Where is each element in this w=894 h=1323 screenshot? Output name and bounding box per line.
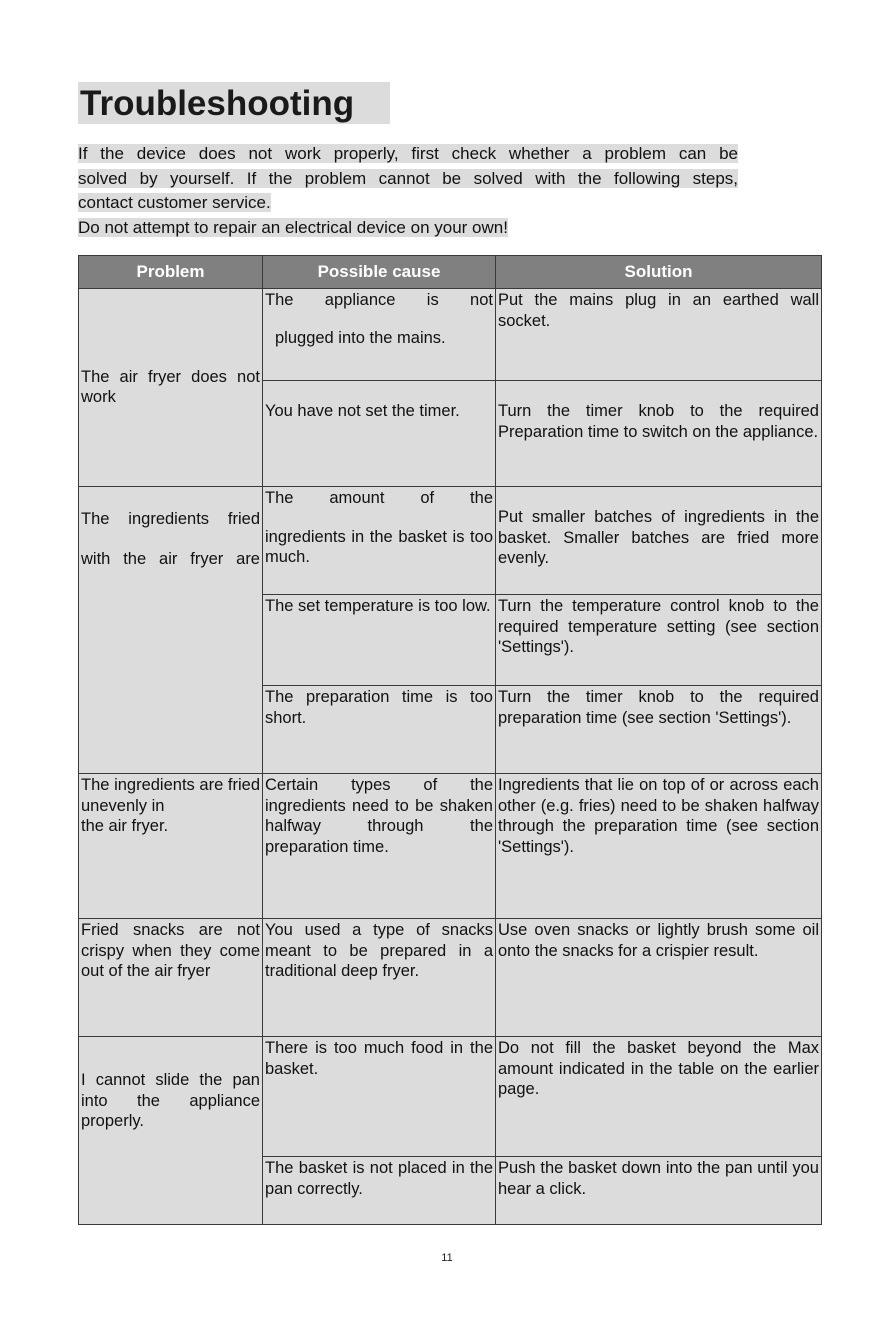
solution-cell: Ingredients that lie on top of or across each other (e.g. fries) need to be shaken halfway through the preparation time (see section 'Settings'). <box>496 774 822 919</box>
cause-cell <box>263 289 496 381</box>
cause-text: The amount of the <box>265 489 493 507</box>
solution-cell: Use oven snacks or lightly brush some oil onto the snacks for a crispier result. <box>496 919 822 1037</box>
cause-text: ingredients in the basket is too much. <box>265 527 493 566</box>
table-row <box>79 487 822 595</box>
cause-text: plugged into the mains. <box>275 328 446 347</box>
intro-warning: Do not attempt to repair an electrical device on your own! <box>78 217 508 237</box>
problem-text: with the air fryer are <box>81 549 260 568</box>
problem-text: The ingredients are fried unevenly in <box>81 776 260 815</box>
solution-cell: Push the basket down into the pan until you hear a click. <box>496 1157 822 1225</box>
problem-cell <box>79 487 263 774</box>
cause-cell <box>263 487 496 595</box>
table-row <box>79 919 822 1037</box>
header-problem: Problem <box>79 256 263 289</box>
header-possible-cause: Possible cause <box>263 256 496 289</box>
solution-cell: Do not fill the basket beyond the Max amount indicated in the table on the earlier page. <box>496 1037 822 1157</box>
intro-text <box>78 142 738 240</box>
cause-cell: You have not set the timer. <box>263 381 496 487</box>
header-solution: Solution <box>496 256 822 289</box>
cause-cell: The basket is not placed in the pan correctly. <box>263 1157 496 1225</box>
solution-cell: Turn the temperature control knob to the required temperature setting (see section 'Settings'). <box>496 595 822 686</box>
solution-cell: Turn the timer knob to the required Preparation time to switch on the appliance. <box>496 381 822 487</box>
table-row <box>79 1037 822 1157</box>
solution-cell: Turn the timer knob to the required preparation time (see section 'Settings'). <box>496 686 822 774</box>
cause-cell: Certain types of the ingredients need to be shaken halfway through the preparation time. <box>263 774 496 919</box>
troubleshooting-table <box>78 255 822 1225</box>
problem-cell: The air fryer does not work <box>79 289 263 487</box>
intro-line-3: contact customer service. <box>78 193 271 212</box>
cause-cell: The set temperature is too low. <box>263 595 496 686</box>
cause-cell: There is too much food in the basket. <box>263 1037 496 1157</box>
problem-cell: Fried snacks are not crispy when they come out of the air fryer <box>79 919 263 1037</box>
cause-cell: You used a type of snacks meant to be prepared in a traditional deep fryer. <box>263 919 496 1037</box>
table-row <box>79 289 822 381</box>
page-title: Troubleshooting <box>78 82 390 124</box>
intro-line-1: If the device does not work properly, first check whether a problem can be <box>78 144 738 163</box>
table-header-row <box>79 256 822 289</box>
cause-cell: The preparation time is too short. <box>263 686 496 774</box>
problem-cell <box>79 774 263 919</box>
solution-cell: Put the mains plug in an earthed wall socket. <box>496 289 822 381</box>
problem-text: The ingredients fried <box>81 510 260 528</box>
solution-cell: Put smaller batches of ingredients in the basket. Smaller batches are fried more evenly. <box>496 487 822 595</box>
intro-line-2: solved by yourself. If the problem cannot be solved with the following steps, <box>78 168 738 188</box>
problem-text: the air fryer. <box>81 817 169 835</box>
cause-text: The appliance is not <box>265 291 493 309</box>
table-row <box>79 774 822 919</box>
page-number: 11 <box>441 1252 453 1264</box>
problem-cell: I cannot slide the pan into the appliance properly. <box>79 1037 263 1225</box>
